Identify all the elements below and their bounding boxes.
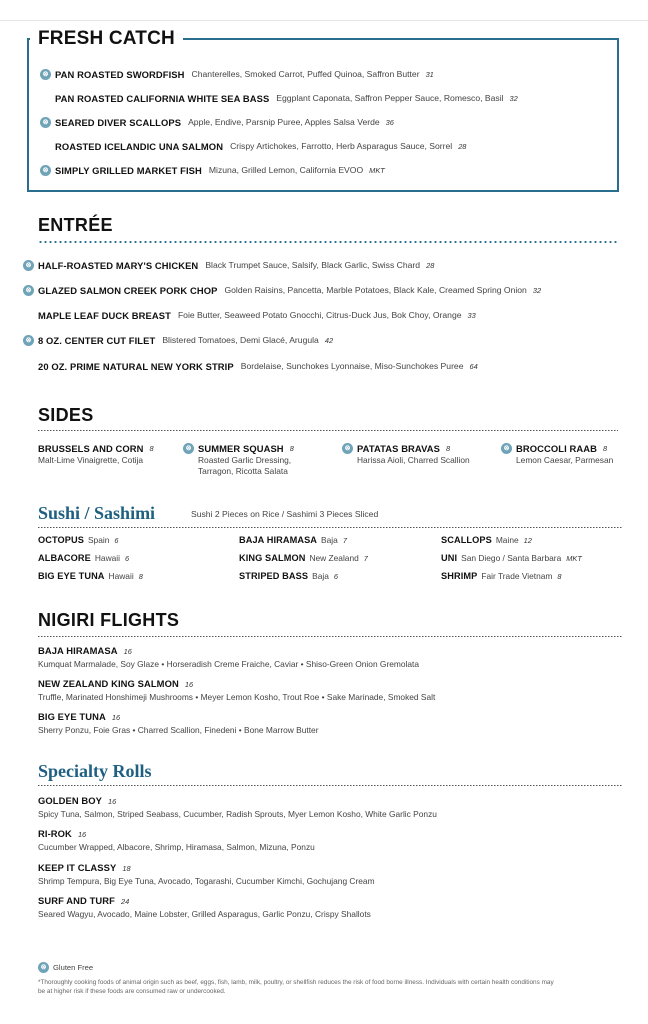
menu-item — [23, 257, 434, 273]
item-name: SEARED DIVER SCALLOPS — [55, 116, 182, 128]
item-name: SUMMER SQUASH — [198, 443, 284, 454]
item-name: 20 OZ. PRIME NATURAL NEW YORK STRIP — [38, 360, 234, 372]
gluten-free-icon: ⊗ — [183, 443, 194, 454]
menu-item — [40, 114, 394, 130]
item-name: KEEP IT CLASSY — [38, 862, 117, 873]
item-price: 64 — [469, 361, 478, 371]
item-name: KING SALMON — [239, 553, 306, 563]
item-description: Chanterelles, Smoked Carrot, Puffed Quinoa, Saffron Butter — [191, 69, 420, 79]
item-name: HALF-ROASTED MARY'S CHICKEN — [38, 259, 199, 271]
item-name: SIMPLY GRILLED MARKET FISH — [55, 164, 202, 176]
item-price: 16 — [111, 713, 121, 722]
gluten-free-icon: ⊗ — [40, 69, 51, 80]
menu-item — [38, 862, 375, 887]
item-description: Eggplant Caponata, Saffron Pepper Sauce, Romesco, Basil — [276, 93, 504, 103]
item-description: Foie Butter, Seaweed Potato Gnocchi, Citrus-Duck Jus, Bok Choy, Orange — [177, 310, 462, 320]
item-header — [38, 862, 375, 875]
item-price: 6 — [125, 554, 130, 563]
item-name: BROCCOLI RAAB — [516, 443, 597, 454]
fresh-catch-title: FRESH CATCH — [30, 27, 183, 51]
item-description: Blistered Tomatoes, Demi Glacé, Arugula — [162, 335, 319, 345]
side-item — [342, 442, 470, 466]
item-price: 7 — [342, 536, 347, 545]
item-price: 6 — [114, 536, 119, 545]
food-safety-note: *Thoroughly cooking foods of animal origin such as beef, eggs, fish, lamb, milk, poultry, or shellfish reduces the risk of food borne illness. Individuals with certain health conditions may be at higher risk if these foods are consumed raw or undercooked. — [38, 979, 554, 995]
side-item — [501, 442, 613, 466]
menu-item — [38, 828, 315, 853]
item-name: GOLDEN BOY — [38, 795, 103, 806]
item-origin: Spain — [87, 535, 110, 545]
item-name: ROASTED ICELANDIC UNA SALMON — [55, 140, 224, 152]
rolls-divider — [38, 785, 623, 786]
item-price: 16 — [123, 647, 132, 656]
item-header — [38, 678, 435, 691]
menu-item — [23, 307, 476, 323]
menu-item — [23, 282, 541, 298]
item-description: Kumquat Marmalade, Soy Glaze • Horseradish Creme Fraiche, Caviar • Shiso-Green Onion Gremolata — [38, 659, 420, 669]
item-name: BRUSSELS AND CORN — [38, 443, 144, 454]
item-price: 18 — [122, 864, 131, 873]
item-price: 8 — [138, 572, 143, 581]
menu-item — [38, 895, 371, 920]
side-item-header — [183, 442, 294, 455]
gluten-free-icon: ⊗ — [342, 443, 353, 454]
item-description: Sherry Ponzu, Foie Gras • Charred Scallion, Finedeni • Bone Marrow Butter — [38, 725, 319, 735]
gluten-free-icon: ⊗ — [40, 117, 51, 128]
item-name: PATATAS BRAVAS — [357, 443, 440, 454]
item-origin: Fair Trade Vietnam — [481, 571, 553, 581]
item-description: Mizuna, Grilled Lemon, California EVOO — [208, 165, 364, 175]
item-description: Shrimp Tempura, Big Eye Tuna, Avocado, Togarashi, Cucumber Kimchi, Gochujang Cream — [38, 876, 375, 886]
item-description: Apple, Endive, Parsnip Puree, Apples Salsa Verde — [188, 117, 380, 127]
item-name: NEW ZEALAND KING SALMON — [38, 678, 179, 689]
item-description: Harissa Aioli, Charred Scallion — [357, 455, 470, 465]
item-name: SHRIMP — [441, 571, 478, 581]
sushi-title: Sushi / Sashimi — [38, 503, 156, 523]
side-item-header — [501, 442, 613, 455]
gluten-free-icon: ⊗ — [40, 165, 51, 176]
item-name: BIG EYE TUNA — [38, 711, 106, 722]
item-price: 33 — [467, 310, 476, 320]
item-description: Spicy Tuna, Salmon, Striped Seabass, Cucumber, Radish Sprouts, Myer Lemon Kosho, White Garlic Ponzu — [38, 809, 437, 819]
item-header — [38, 795, 437, 808]
item-price: 36 — [385, 117, 394, 127]
item-name: BAJA HIRAMASA — [38, 645, 118, 656]
sushi-item — [38, 571, 143, 585]
entree-divider — [38, 241, 618, 243]
item-name: MAPLE LEAF DUCK BREAST — [38, 309, 171, 321]
sushi-item — [441, 535, 532, 549]
sushi-item — [38, 535, 119, 549]
menu-item — [23, 332, 333, 348]
side-item — [183, 442, 294, 477]
item-origin: New Zealand — [309, 553, 359, 563]
gluten-free-label: Gluten Free — [53, 963, 94, 972]
item-description: Lemon Caesar, Parmesan — [516, 455, 614, 465]
item-description: Black Trumpet Sauce, Salsify, Black Garlic, Swiss Chard — [205, 260, 421, 270]
item-origin: San Diego / Santa Barbara — [461, 553, 562, 563]
sushi-item — [239, 535, 347, 549]
item-header — [38, 645, 419, 658]
menu-item — [40, 138, 466, 154]
item-description: Crispy Artichokes, Farrotto, Herb Asparagus Sauce, Sorrel — [230, 141, 453, 151]
menu-item — [38, 711, 319, 736]
item-origin: Maine — [495, 535, 519, 545]
item-price: MKT — [369, 165, 385, 175]
item-header — [38, 711, 319, 724]
item-price: 8 — [289, 444, 294, 453]
item-price: 16 — [77, 830, 87, 839]
item-price: 42 — [324, 335, 334, 345]
item-description: Truffle, Marinated Honshimeji Mushrooms • Meyer Lemon Kosho, Trout Roe • Sake Marinade, Smoked Salt — [38, 692, 436, 702]
sushi-item — [441, 553, 582, 567]
nigiri-divider — [38, 636, 623, 637]
item-header — [38, 828, 315, 841]
item-name: STRIPED BASS — [239, 571, 309, 581]
menu-item — [40, 66, 434, 82]
item-origin: Baja — [321, 535, 338, 545]
side-item — [38, 442, 154, 466]
item-price: 8 — [602, 444, 608, 453]
item-price: 8 — [445, 444, 451, 453]
item-price: 31 — [425, 69, 434, 79]
rolls-title: Specialty Rolls — [38, 761, 152, 781]
item-description: Malt-Lime Vinaigrette, Cotija — [38, 455, 144, 465]
item-name: OCTOPUS — [38, 535, 84, 545]
item-description: Bordelaise, Sunchokes Lyonnaise, Miso-Sunchokes Puree — [240, 361, 464, 371]
gluten-free-icon: ⊗ — [23, 260, 34, 271]
menu-item — [38, 645, 419, 670]
item-name: BAJA HIRAMASA — [239, 535, 318, 545]
side-item-header — [342, 442, 470, 455]
item-header — [38, 895, 371, 908]
item-price: 12 — [523, 536, 532, 545]
item-description: Golden Raisins, Pancetta, Marble Potatoes, Black Kale, Creamed Spring Onion — [224, 285, 527, 295]
item-name: UNI — [441, 553, 458, 563]
item-description: Roasted Garlic Dressing, — [198, 455, 292, 465]
item-name: GLAZED SALMON CREEK PORK CHOP — [38, 284, 218, 296]
menu-item — [40, 162, 385, 178]
menu-item — [23, 358, 478, 374]
menu-item — [38, 678, 435, 703]
sushi-item — [441, 571, 562, 585]
sides-divider — [38, 430, 618, 431]
side-item-header — [38, 442, 154, 455]
item-price: 6 — [333, 572, 338, 581]
gluten-free-icon: ⊗ — [23, 285, 34, 296]
gluten-free-legend — [38, 962, 93, 973]
item-price: 7 — [363, 554, 368, 563]
menu-item — [38, 795, 437, 820]
sushi-item — [239, 553, 368, 567]
item-price: 16 — [184, 680, 194, 689]
sushi-item — [38, 553, 129, 567]
sushi-item — [239, 571, 338, 585]
item-name: 8 OZ. CENTER CUT FILET — [38, 334, 156, 346]
item-price: MKT — [566, 554, 582, 563]
item-description: Cucumber Wrapped, Albacore, Shrimp, Hiramasa, Salmon, Mizuna, Ponzu — [38, 842, 315, 852]
item-name: PAN ROASTED CALIFORNIA WHITE SEA BASS — [55, 92, 270, 104]
item-origin: Hawaii — [94, 553, 121, 563]
sushi-subtitle: Sushi 2 Pieces on Rice / Sashimi 3 Pieces Sliced — [191, 509, 379, 519]
gluten-free-icon: ⊗ — [23, 335, 34, 346]
item-origin: Hawaii — [108, 571, 134, 581]
item-name: SURF AND TURF — [38, 895, 115, 906]
item-price: 32 — [532, 285, 542, 295]
item-price: 24 — [121, 897, 130, 906]
item-price: 28 — [426, 260, 435, 270]
entree-title: ENTRÉE — [38, 215, 113, 235]
item-description: Seared Wagyu, Avocado, Maine Lobster, Grilled Asparagus, Garlic Ponzu, Crispy Shallots — [38, 909, 371, 919]
item-origin: Baja — [312, 571, 329, 581]
sushi-divider — [38, 527, 623, 528]
sides-title: SIDES — [38, 405, 94, 425]
item-name: SCALLOPS — [441, 535, 492, 545]
item-price: 28 — [458, 141, 467, 151]
nigiri-title: NIGIRI FLIGHTS — [38, 610, 180, 630]
item-price: 16 — [108, 797, 117, 806]
item-description: Tarragon, Ricotta Salata — [198, 466, 288, 476]
top-divider — [0, 20, 648, 21]
menu-item — [40, 90, 518, 106]
item-price: 8 — [557, 572, 562, 581]
item-name: BIG EYE TUNA — [38, 571, 105, 581]
gluten-free-icon: ⊗ — [38, 962, 49, 973]
item-name: RI-ROK — [38, 828, 72, 839]
gluten-free-icon: ⊗ — [501, 443, 512, 454]
item-name: PAN ROASTED SWORDFISH — [55, 68, 185, 80]
item-name: ALBACORE — [38, 553, 91, 563]
item-price: 32 — [509, 93, 518, 103]
item-price: 8 — [149, 444, 154, 453]
